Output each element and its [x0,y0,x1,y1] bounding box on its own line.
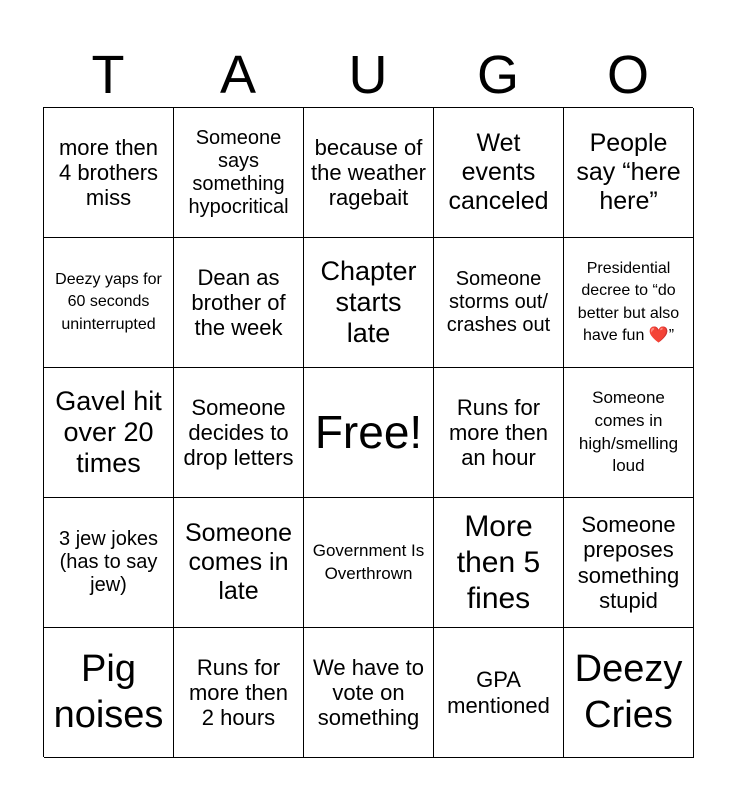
bingo-cell-text: More then 5 fines [456,509,541,615]
bingo-cell[interactable] [44,368,174,498]
bingo-cell[interactable] [304,628,434,758]
bingo-cell-text: Someone comes in late [184,519,293,605]
bingo-cell-text: more then 4 brothers miss [58,134,159,211]
bingo-cell[interactable] [564,368,694,498]
bingo-cell[interactable] [174,498,304,628]
bingo-cell[interactable] [564,628,694,758]
bingo-cell-text: Someone comes in high/smelling loud [578,388,679,476]
bingo-cell-text: Pig noises [53,647,164,736]
bingo-cell-text: Gavel hit over 20 times [55,385,162,479]
bingo-cell-text: Presidential decree to “do better but also have fun ❤️” [577,259,680,344]
bingo-cell-text: Someone decides to drop letters [183,394,294,471]
bingo-cell-free[interactable] [304,368,434,498]
bingo-cell-text: Runs for more then 2 hours [188,654,289,731]
header-letter-g: G [476,45,519,105]
bingo-cell[interactable] [174,628,304,758]
bingo-cell-text: Runs for more then an hour [448,394,549,471]
bingo-cell-text: Someone preposes something stupid [577,511,680,613]
bingo-cell[interactable] [304,108,434,238]
bingo-cell[interactable] [434,628,564,758]
bingo-board [43,107,693,757]
bingo-cell[interactable] [44,238,174,368]
bingo-cell[interactable] [174,238,304,368]
bingo-cell-text: Someone storms out/ crashes out [446,268,551,336]
free-space-text: Free! [314,406,423,459]
bingo-cell-text: Wet events canceled [448,129,549,215]
bingo-cell[interactable] [174,108,304,238]
bingo-cell-text: Deezy yaps for 60 seconds uninterrupted [55,270,162,333]
bingo-cell[interactable] [44,108,174,238]
bingo-cell[interactable] [44,498,174,628]
header-letter-t: T [91,45,125,105]
bingo-cell-text: 3 jew jokes (has to say jew) [59,528,158,596]
bingo-cell-text: GPA mentioned [447,667,550,718]
bingo-cell[interactable] [564,108,694,238]
bingo-cell[interactable] [174,368,304,498]
bingo-cell-text: We have to vote on something [313,654,424,731]
bingo-cell[interactable] [434,238,564,368]
bingo-cell-text: Dean as brother of the week [191,264,286,341]
bingo-cell-text: Government Is Overthrown [312,540,425,583]
bingo-header [43,44,693,106]
bingo-cell[interactable] [44,628,174,758]
bingo-cell[interactable] [434,108,564,238]
bingo-cell[interactable] [304,238,434,368]
bingo-cell-text: because of the weather ragebait [311,134,426,211]
header-letter-u: U [348,45,388,105]
bingo-cell[interactable] [304,498,434,628]
header-letter-o: O [606,45,649,105]
bingo-cell-text: People say “here here” [576,129,681,215]
bingo-cell[interactable] [564,498,694,628]
bingo-cell-text: Chapter starts late [320,255,417,349]
bingo-cell[interactable] [434,368,564,498]
bingo-cell[interactable] [434,498,564,628]
bingo-cell-text: Someone says something hypocritical [188,126,289,218]
header-letter-a: A [219,45,257,105]
bingo-cell-text: Deezy Cries [574,647,683,736]
bingo-cell[interactable] [564,238,694,368]
